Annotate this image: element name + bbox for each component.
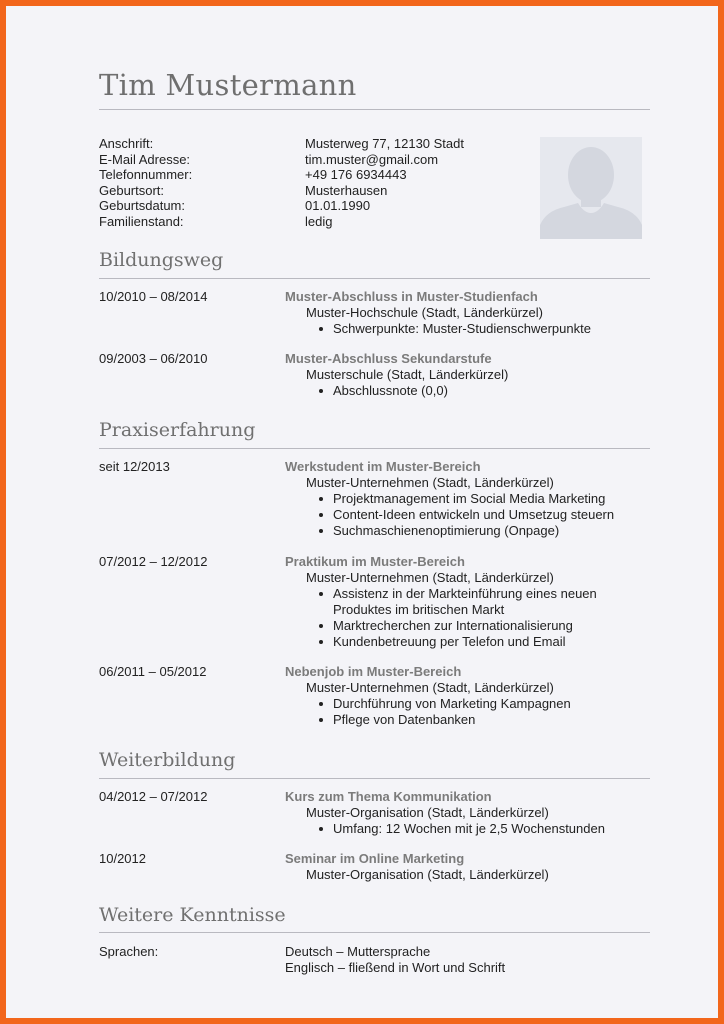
entry-bullets [333,696,653,728]
bullet-item: Suchmaschienenoptimierung (Onpage) [333,523,653,539]
bullet-item: Projektmanagement im Social Media Marketing [333,491,653,507]
language-item: Englisch – fließend in Wort und Schrift [285,960,506,975]
section-divider [99,448,650,449]
entry-date: 10/2012 [99,851,146,866]
info-label: Geburtsdatum: [99,198,185,213]
entry-title: Seminar im Online Marketing [285,851,465,866]
info-value: +49 176 6934443 [305,167,407,182]
info-label: Telefonnummer: [99,167,193,182]
entry-title: Praktikum im Muster-Bereich [285,554,465,569]
info-row-birthdate [99,198,529,214]
entry-bullets [333,321,653,337]
entry-organization: Muster-Unternehmen (Stadt, Länderkürzel) [306,680,554,695]
info-label: Geburtsort: [99,182,165,198]
info-value: Musterweg 77, 12130 Stadt [305,136,464,151]
entry-organization: Muster-Hochschule (Stadt, Länderkürzel) [306,305,543,320]
entry-date: 04/2012 – 07/2012 [99,789,208,804]
entry-organization: Muster-Organisation (Stadt, Länderkürzel) [306,805,549,820]
section-title-experience: Praxiserfahrung [99,419,256,441]
entry-organization: Muster-Organisation (Stadt, Länderkürzel) [306,867,549,882]
section-divider [99,932,650,933]
entry-organization: Musterschule (Stadt, Länderkürzel) [306,367,509,382]
bullet-item: Schwerpunkte: Muster-Studienschwerpunkte [333,321,653,337]
info-row-birthplace [99,183,529,199]
languages-list [285,944,505,976]
section-divider [99,278,650,279]
bullet-item: Umfang: 12 Wochen mit je 2,5 Wochenstunden [333,821,653,837]
info-value: Musterhausen [305,182,388,198]
entry-title: Nebenjob im Muster-Bereich [285,664,462,679]
languages-label: Sprachen: [99,944,159,959]
entry-bullets [333,383,653,399]
applicant-name: Tim Mustermann [99,68,357,102]
entry-bullets [333,821,653,837]
bullet-item: Assistenz in der Markteinführung eines neuen [333,586,653,602]
section-title-skills: Weitere Kenntnisse [99,904,286,926]
header-divider [99,109,650,110]
entry-title: Werkstudent im Muster-Bereich [285,459,481,474]
bullet-item: Pflege von Datenbanken [333,712,653,728]
section-title-education: Bildungsweg [99,249,224,271]
entry-organization: Muster-Unternehmen (Stadt, Länderkürzel) [306,570,554,585]
profile-photo [540,137,642,239]
info-value: tim.muster@gmail.com [305,151,439,167]
entry-date: 09/2003 – 06/2010 [99,351,208,366]
language-item: Deutsch – Muttersprache [285,944,431,959]
bullet-item: Content-Ideen entwickeln und Umsetzug steuern [333,507,653,523]
entry-bullets [333,491,653,539]
info-row-phone [99,167,529,183]
entry-title: Kurs zum Thema Kommunikation [285,789,492,804]
person-silhouette-icon [540,137,642,239]
bullet-item: Durchführung von Marketing Kampagnen [333,696,653,712]
entry-date: 10/2010 – 08/2014 [99,289,208,304]
entry-bullets [333,586,653,650]
entry-date: 06/2011 – 05/2012 [99,664,207,679]
entry-title: Muster-Abschluss in Muster-Studienfach [285,289,538,304]
info-label: Anschrift: [99,136,154,151]
personal-info [99,136,529,229]
section-title-training: Weiterbildung [99,749,236,771]
entry-title: Muster-Abschluss Sekundarstufe [285,351,492,366]
bullet-continuation: Produktes im britischen Markt [333,602,505,617]
bullet-item: Marktrecherchen zur Internationalisierung [333,618,653,634]
section-divider [99,778,650,779]
info-value: ledig [305,213,333,229]
info-label: Familienstand: [99,213,184,229]
info-row-address [99,136,529,152]
entry-date: 07/2012 – 12/2012 [99,554,208,569]
info-row-email [99,152,529,168]
info-value: 01.01.1990 [305,198,371,213]
bullet-item: Kundenbetreuung per Telefon und Email [333,634,653,650]
entry-organization: Muster-Unternehmen (Stadt, Länderkürzel) [306,475,554,490]
bullet-item: Abschlussnote (0,0) [333,383,653,399]
info-label: E-Mail Adresse: [99,151,191,167]
entry-date: seit 12/2013 [99,459,170,474]
info-row-marital-status [99,214,529,230]
